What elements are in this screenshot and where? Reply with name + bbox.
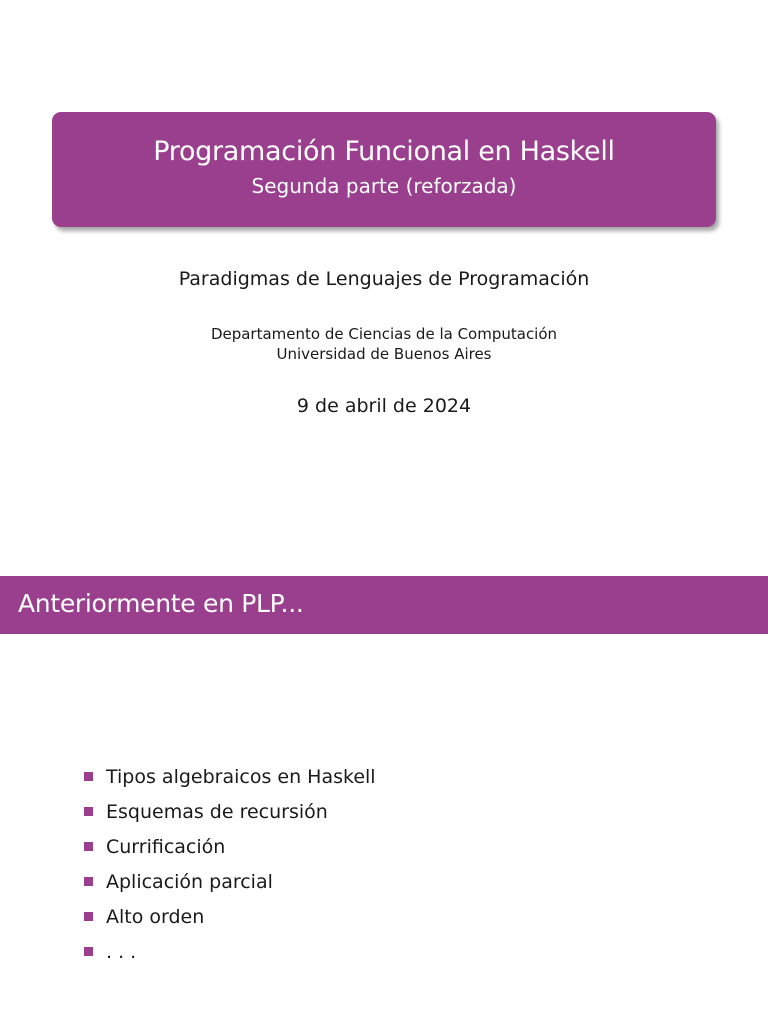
list-item (84, 864, 376, 899)
bullet-text: Tipos algebraicos en Haskell (106, 765, 376, 788)
bullet-text: Currificación (106, 835, 226, 858)
square-bullet-icon (84, 772, 93, 781)
bullet-text: Alto orden (106, 905, 205, 928)
presentation-date: 9 de abril de 2024 (296, 395, 472, 417)
presentation-subtitle: Segunda parte (reforzada) (251, 174, 517, 198)
list-item (84, 829, 376, 864)
bullet-text: . . . (106, 940, 137, 963)
square-bullet-icon (84, 807, 93, 816)
square-bullet-icon (84, 842, 93, 851)
list-item (84, 794, 376, 829)
title-block (52, 112, 716, 227)
frame-title-bar (0, 576, 768, 634)
list-item (84, 759, 376, 794)
square-bullet-icon (84, 912, 93, 921)
frame-title: Anteriormente en PLP... (18, 589, 304, 618)
list-item (84, 934, 376, 969)
course-name: Paradigmas de Lenguajes de Programación (178, 268, 590, 290)
square-bullet-icon (84, 877, 93, 886)
university-name: Universidad de Buenos Aires (276, 345, 492, 363)
bullet-list (84, 759, 376, 969)
list-item (84, 899, 376, 934)
bullet-text: Aplicación parcial (106, 870, 273, 893)
square-bullet-icon (84, 947, 93, 956)
presentation-title: Programación Funcional en Haskell (153, 136, 615, 167)
bullet-text: Esquemas de recursión (106, 800, 328, 823)
content-slide (0, 576, 768, 1024)
department-name: Departamento de Ciencias de la Computación (210, 325, 558, 343)
